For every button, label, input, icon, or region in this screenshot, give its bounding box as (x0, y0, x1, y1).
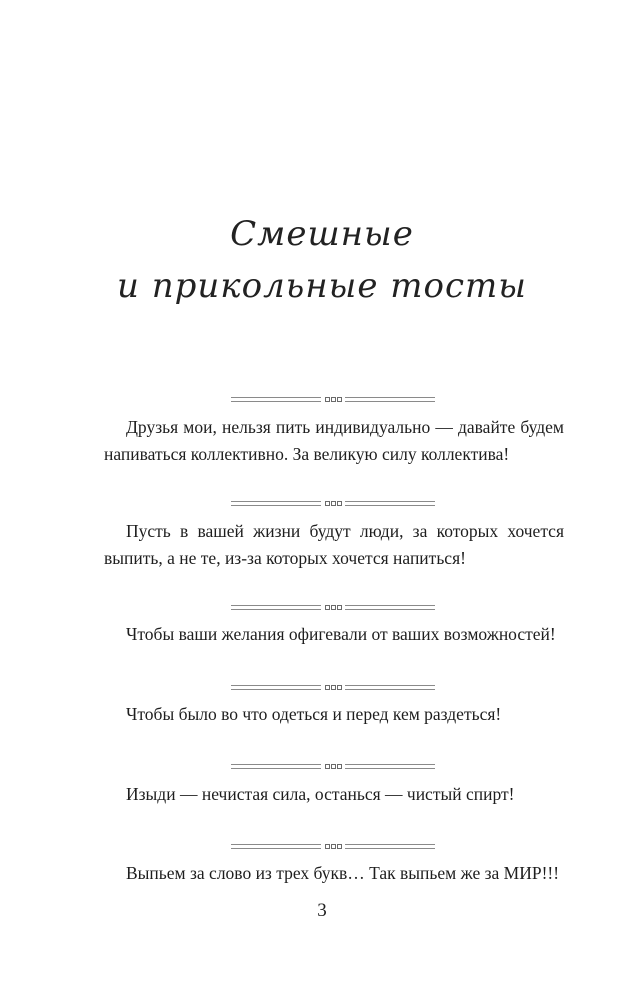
ornament-separator (231, 843, 435, 851)
toast-paragraph-3: Чтобы ваши желания офигевали от ваших возможностей! (126, 624, 556, 644)
toast-paragraph-1: Друзья мои, нельзя пить индивидуально — давайте будем напиваться коллективно. За великую силу коллектива! (104, 417, 564, 464)
chapter-title-line-1: Смешные (230, 214, 414, 254)
ornament-separator (231, 763, 435, 771)
ornament-separator (231, 500, 435, 508)
ornament-separator (231, 684, 435, 692)
ornament-separator (231, 604, 435, 612)
page-number: 3 (317, 900, 327, 921)
toast-paragraph-2: Пусть в вашей жизни будут люди, за которых хочется выпить, а не те, из-за которых хочется напиться! (104, 521, 564, 568)
ornament-separator (231, 396, 435, 404)
toast-paragraph-6: Выпьем за слово из трех букв… Так выпьем же за МИР!!! (126, 863, 560, 883)
toast-paragraph-5: Изыди — нечистая сила, останься — чистый спирт! (126, 784, 515, 804)
toast-paragraph-4: Чтобы было во что одеться и перед кем раздеться! (126, 704, 502, 724)
chapter-title-line-2: и прикольные тосты (117, 266, 527, 306)
